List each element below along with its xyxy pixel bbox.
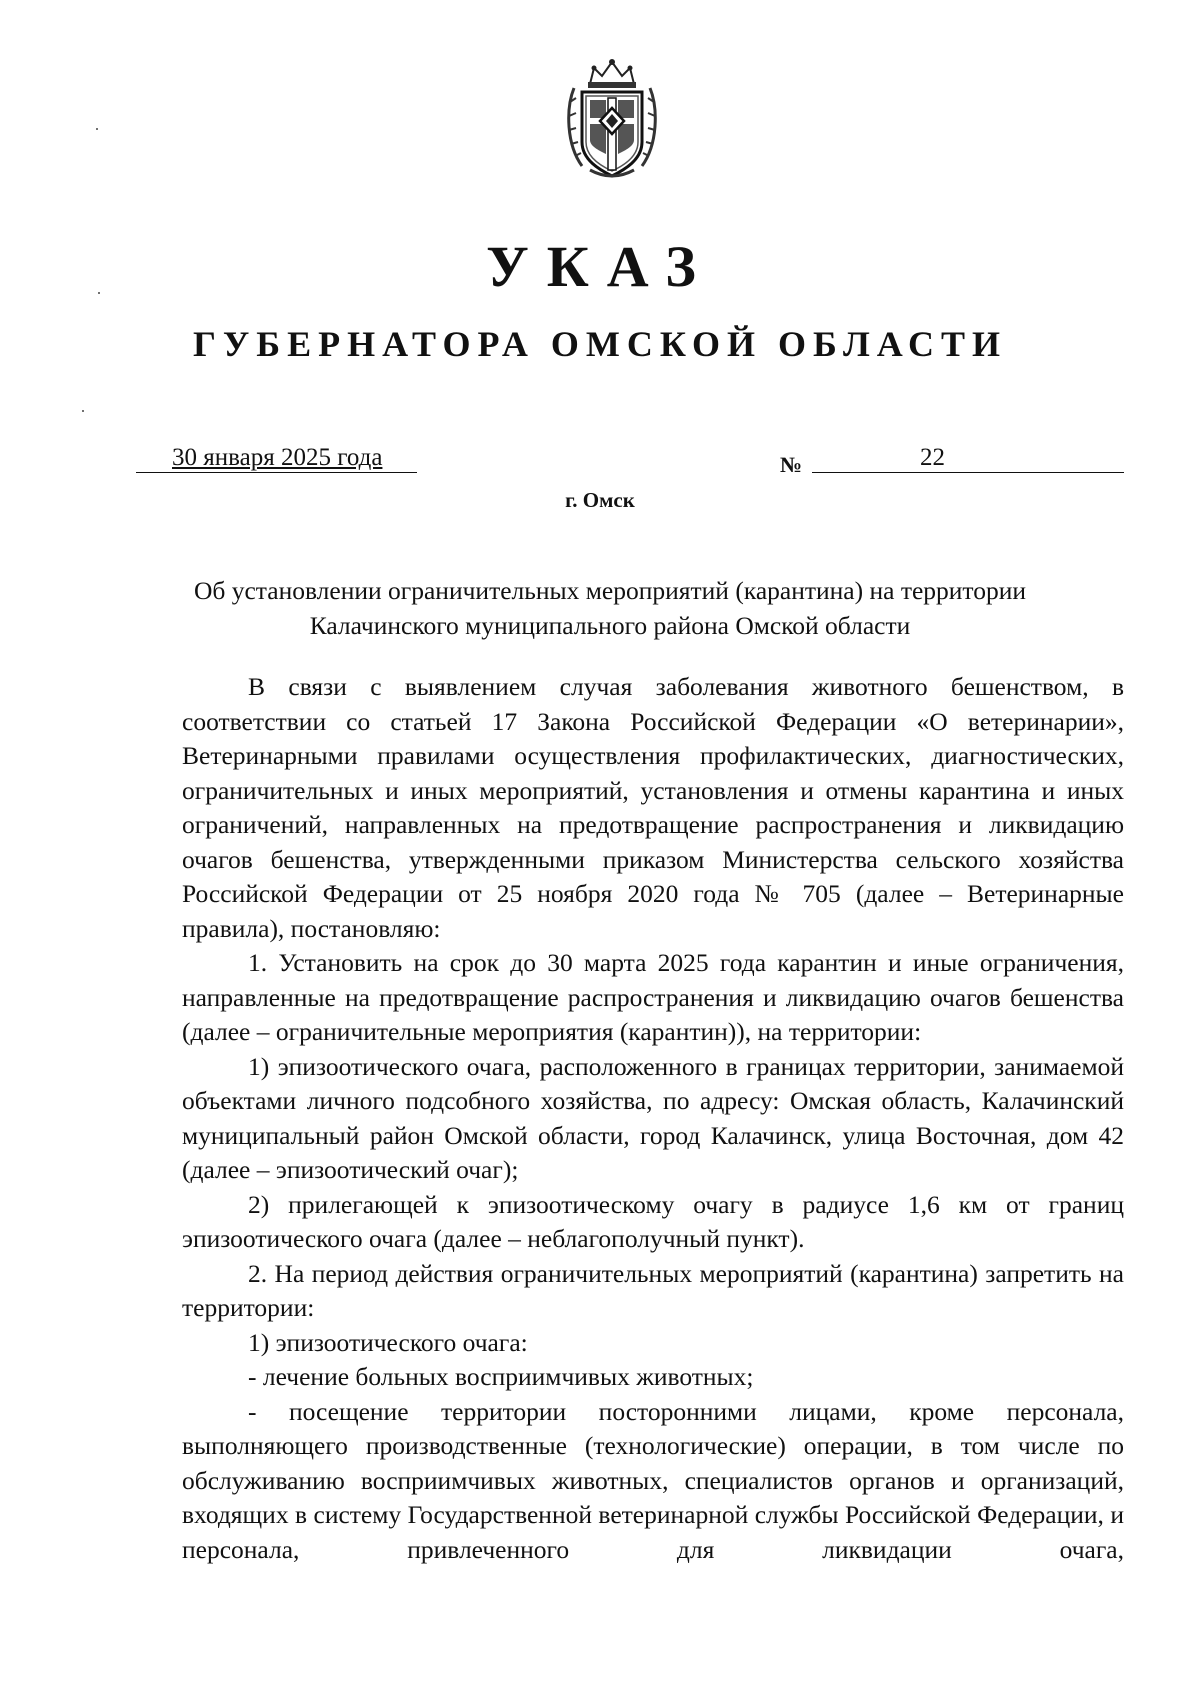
- document-body: [182, 670, 1124, 1567]
- scan-speck: [82, 410, 84, 412]
- scan-speck: [96, 128, 98, 130]
- paragraph: 1) эпизоотического очага, расположенного в границах территории, занимаемой объектами личного подсобного хозяйства, по адресу: Омская область, Калачинский муниципальный район Омской области, город Калачинск, улица Восточная, дом 42 (далее – эпизоотический очаг);: [182, 1051, 1124, 1184]
- paragraph: 1) эпизоотического очага:: [248, 1327, 528, 1357]
- scan-speck: [98, 292, 100, 294]
- document-heading: [150, 573, 1070, 643]
- coat-of-arms-icon: [560, 58, 664, 182]
- paragraph: 2) прилегающей к эпизоотическому очагу в радиусе 1,6 км от границ эпизоотического очага (далее – неблагополучный пункт).: [182, 1189, 1124, 1253]
- number-sign: №: [780, 452, 803, 477]
- heading-line: Об установлении ограничительных мероприятий (карантина) на территории: [193, 576, 1027, 605]
- paragraph: - посещение территории посторонними лицами, кроме персонала, выполняющего производственные (технологические) операции, в том числе по обслуживанию восприимчивых животных, специалистов органов и организаций, входящих в систему Государственной ветеринарной службы Российской Федерации, и персонала, привлеченного для ликвидации очага,: [182, 1396, 1124, 1564]
- paragraph: 2. На период действия ограничительных мероприятий (карантина) запретить на территории:: [182, 1258, 1124, 1322]
- document-date: 30 января 2025 года: [172, 444, 383, 471]
- number-underline: [812, 444, 1124, 473]
- document-number: 22: [920, 444, 945, 471]
- document-city: г. Омск: [565, 488, 635, 512]
- paragraph: В связи с выявлением случая заболевания животного бешенством, в соответствии со статьей 17 Закона Российской Федерации «О ветеринарии», Ветеринарными правилами осуществления профилактических, диагностических, ограничительных и иных мероприятий, установления и отмены карантина и иных ограничений, направленных на предотвращение распространения и ликвидацию очагов бешенства, утвержденными приказом Министерства сельского хозяйства Российской Федерации от 25 ноября 2020 года № 705 (далее – Ветеринарные правила), постановляю:: [182, 672, 1124, 943]
- paragraph: 1. Установить на срок до 30 марта 2025 года карантин и иные ограничения, направленные на предотвращение распространения и ликвидацию очагов бешенства (далее – ограничительные мероприятия (карантин)), на территории:: [182, 948, 1124, 1046]
- document-subtitle: ГУБЕРНАТОРА ОМСКОЙ ОБЛАСТИ: [192, 324, 1008, 364]
- paragraph: - лечение больных восприимчивых животных;: [248, 1362, 754, 1391]
- heading-line: Калачинского муниципального района Омской области: [309, 611, 911, 640]
- document-title: УКАЗ: [486, 234, 714, 299]
